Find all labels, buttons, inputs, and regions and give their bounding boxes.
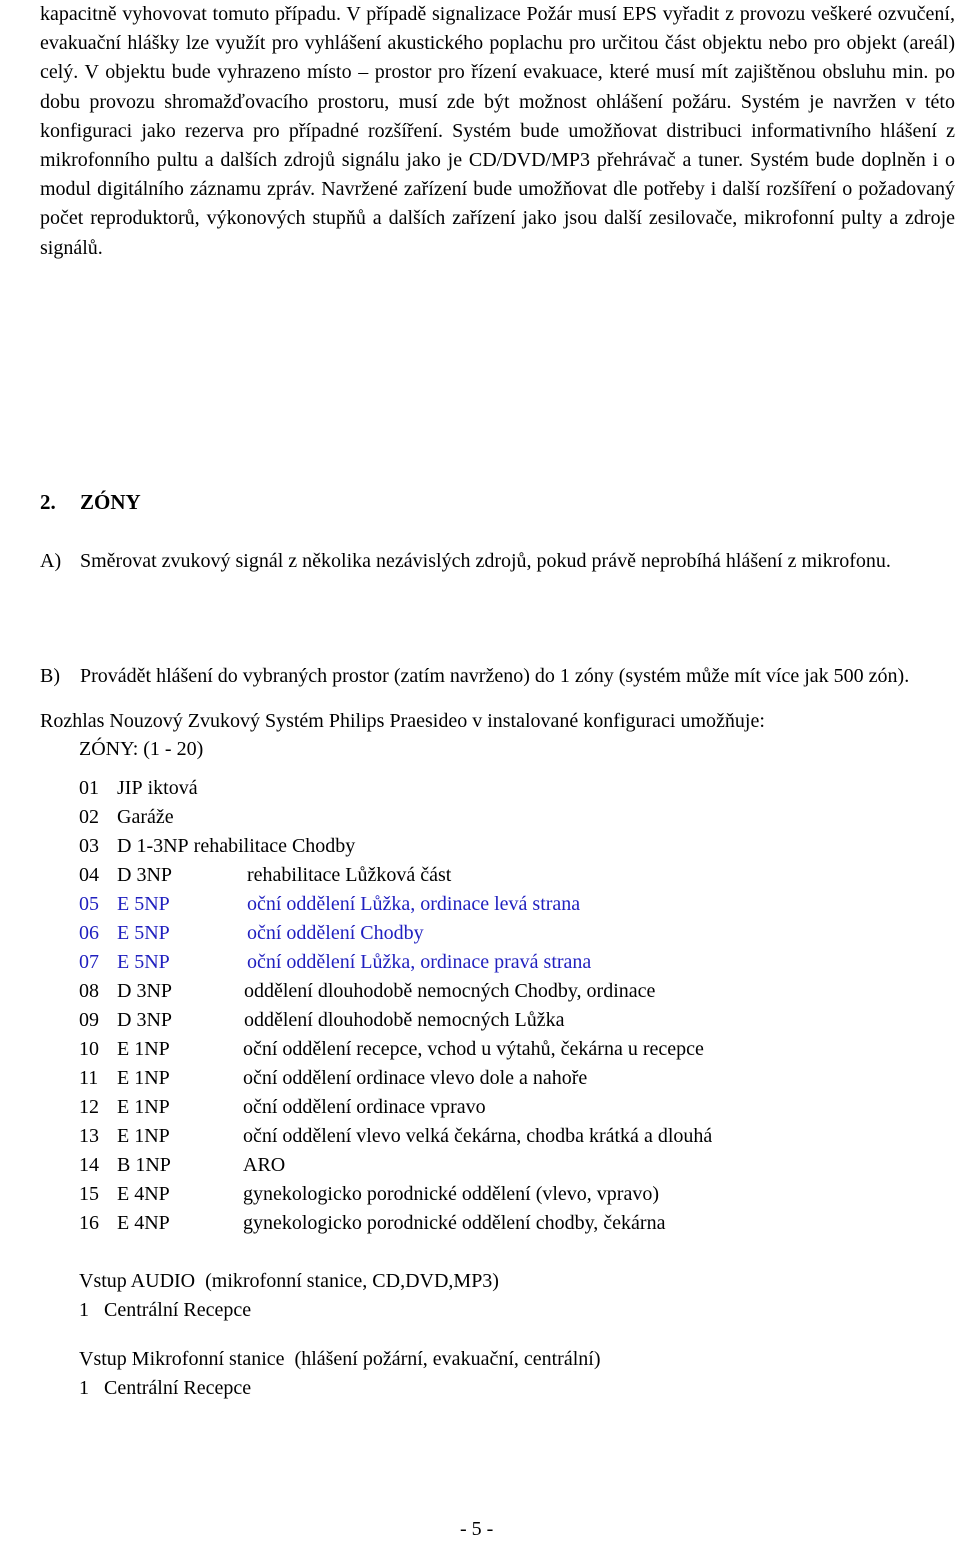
- audio-input-heading: Vstup AUDIO (mikrofonní stanice, CD,DVD,MP3): [79, 1270, 499, 1292]
- zone-number: 14: [79, 1154, 99, 1176]
- zone-description: oční oddělení Lůžka, ordinace levá strana: [247, 893, 581, 915]
- zone-description: oční oddělení Lůžka, ordinace pravá strana: [247, 951, 592, 973]
- zone-row: [79, 1209, 665, 1238]
- zone-code: E 1NP: [117, 1096, 170, 1118]
- list-item-label: B): [40, 665, 60, 687]
- list-item-label: A): [40, 550, 62, 572]
- zone-number: 08: [79, 980, 99, 1002]
- zone-description: oční oddělení Chodby: [247, 922, 424, 944]
- zone-code: E 4NP: [117, 1183, 170, 1205]
- zone-row: [79, 1035, 704, 1064]
- zone-row: [79, 1064, 587, 1093]
- zone-description: rehabilitace Lůžková část: [247, 864, 452, 886]
- zone-code: E 1NP: [117, 1067, 170, 1089]
- zone-code: E 1NP: [117, 1038, 170, 1060]
- zone-row: [79, 774, 198, 803]
- zone-code: D 3NP: [117, 1009, 173, 1031]
- zone-row: [79, 919, 424, 948]
- zone-code: D 3NP: [117, 980, 173, 1002]
- list-item-b: [40, 662, 955, 691]
- zone-code: E 5NP: [117, 951, 170, 973]
- zone-number: 13: [79, 1125, 99, 1147]
- intro-text: kapacitně vyhovovat tomuto případu. V případě signalizace Požár musí EPS vyřadit z provozu veškeré ozvučení, evakuační hlášky lze využít pro vyhlášení akustického poplachu pro určitou část objektu nebo pro objekt (areál) celý. V objektu bude vyhrazeno místo – prostor pro řízení evakuace, které musí mít zajištěnou obsluhu min. po dobu provozu shromažďovacího prostoru, musí zde být možnost ohlášení požáru. Systém je navržen v této konfiguraci jako rezerva pro případné rozšíření. Systém bude umožňovat distribuci informativního hlášení z mikrofonního pultu a dalších zdrojů signálu jako je CD/DVD/MP3 přehrávač a tuner. Systém bude doplněn i o modul digitálního záznamu zpráv. Navržené zařízení bude umožňovat dle potřeby i další rozšíření o požadovaný počet reproduktorů, výkonových stupňů a dalších zařízení jako jsou další zesilovače, mikrofonní pulty a zdroje signálů.: [40, 3, 955, 259]
- zones-heading: ZÓNY: (1 - 20): [79, 738, 204, 760]
- zone-code: B 1NP: [117, 1154, 171, 1176]
- zone-description: oční oddělení ordinace vlevo dole a nahoře: [243, 1067, 588, 1089]
- page-number: - 5 -: [460, 1518, 494, 1540]
- list-item-a: [40, 547, 955, 576]
- section-number: 2.: [40, 490, 56, 514]
- zone-code: JIP: [117, 777, 143, 799]
- zone-row: [79, 1122, 712, 1151]
- mic-input-item: 1 Centrální Recepce: [79, 1377, 252, 1399]
- zone-row: [79, 1093, 486, 1122]
- zone-code: D 1-3NP: [117, 835, 189, 857]
- zone-description: oční oddělení vlevo velká čekárna, chodba krátká a dlouhá: [243, 1125, 713, 1147]
- zone-row: [79, 803, 174, 832]
- zone-description: ARO: [243, 1154, 286, 1176]
- zone-row: [79, 861, 451, 890]
- zone-number: 03: [79, 835, 99, 857]
- zone-row: [79, 832, 355, 861]
- zone-code: D 3NP: [117, 864, 173, 886]
- intro-paragraph: [40, 0, 955, 263]
- zone-code: E 1NP: [117, 1125, 170, 1147]
- zone-code: Garáže: [117, 806, 174, 828]
- section-heading: [40, 487, 141, 517]
- zone-number: 09: [79, 1009, 99, 1031]
- zone-description: oddělení dlouhodobě nemocných Lůžka: [244, 1009, 565, 1031]
- zone-description: gynekologicko porodnické oddělení chodby, čekárna: [243, 1212, 666, 1234]
- list-item-text: Směrovat zvukový signál z několika nezávislých zdrojů, pokud právě neprobíhá hlášení z mikrofonu.: [80, 550, 891, 572]
- audio-input-item: 1 Centrální Recepce: [79, 1299, 252, 1321]
- zone-code: E 4NP: [117, 1212, 170, 1234]
- zone-description: oční oddělení ordinace vpravo: [243, 1096, 486, 1118]
- zone-row: [79, 890, 580, 919]
- zone-number: 15: [79, 1183, 99, 1205]
- zone-number: 07: [79, 951, 99, 973]
- rozhlas-line: Rozhlas Nouzový Zvukový Systém Philips Praesideo v instalované konfiguraci umožňuje:: [40, 710, 765, 732]
- zone-code: E 5NP: [117, 893, 170, 915]
- zone-row: [79, 1151, 285, 1180]
- zone-row: [79, 1180, 659, 1209]
- zone-number: 10: [79, 1038, 99, 1060]
- list-item-text: Provádět hlášení do vybraných prostor (zatím navrženo) do 1 zóny (systém může mít více jak 500 zón).: [80, 665, 910, 687]
- zone-number: 06: [79, 922, 99, 944]
- zone-number: 12: [79, 1096, 99, 1118]
- zone-description: oddělení dlouhodobě nemocných Chodby, ordinace: [244, 980, 656, 1002]
- zone-row: [79, 977, 655, 1006]
- zone-number: 02: [79, 806, 99, 828]
- mic-input-heading: Vstup Mikrofonní stanice (hlášení požární, evakuační, centrální): [79, 1348, 601, 1370]
- section-title: ZÓNY: [80, 490, 141, 514]
- zone-number: 01: [79, 777, 99, 799]
- zone-number: 16: [79, 1212, 99, 1234]
- zone-code: E 5NP: [117, 922, 170, 944]
- zone-number: 11: [79, 1067, 99, 1089]
- zone-description: gynekologicko porodnické oddělení (vlevo, vpravo): [243, 1183, 659, 1205]
- zone-description: oční oddělení recepce, vchod u výtahů, čekárna u recepce: [243, 1038, 704, 1060]
- zone-number: 05: [79, 893, 99, 915]
- zone-description: iktová: [147, 777, 198, 799]
- zone-row: [79, 948, 591, 977]
- zone-row: [79, 1006, 564, 1035]
- zone-description: rehabilitace Chodby: [193, 835, 356, 857]
- zone-number: 04: [79, 864, 99, 886]
